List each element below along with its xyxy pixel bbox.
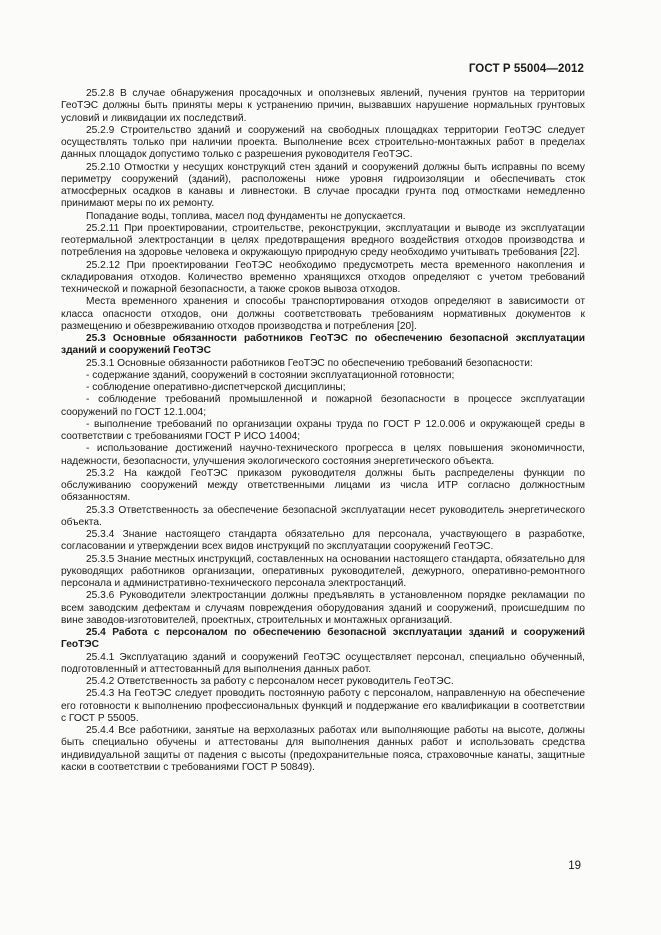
paragraph: - соблюдение требований промышленной и пожарной безопасности в процессе эксплуатации сооружений по ГОСТ 12.1.004; bbox=[61, 394, 585, 418]
standard-header: ГОСТ Р 55004—2012 bbox=[468, 63, 584, 75]
paragraph: - выполнение требований по организации охраны труда по ГОСТ Р 12.0.006 и окружающей среды в соответствии с требованиями ГОСТ Р ИСО 14004; bbox=[61, 418, 585, 442]
paragraph: 25.4.1 Эксплуатацию зданий и сооружений ГеоТЭС осуществляет персонал, специально обученный, подготовленный и аттестованный для выполнения данных работ. bbox=[61, 651, 585, 675]
paragraph: 25.3.4 Знание настоящего стандарта обязательно для персонала, участвующего в разработке, согласовании и утверждении всех видов инструкций по эксплуатации сооружений ГеоТЭС. bbox=[61, 529, 585, 553]
paragraph: 25.4.2 Ответственность за работу с персоналом несет руководитель ГеоТЭС. bbox=[86, 676, 454, 687]
paragraph: 25.4.4 Все работники, занятые на верхолазных работах или выполняющие работы на высоте, должны быть специально обучены и аттестованы для выполнения данных работ и использовать средства индивидуальной защиты от падения с высоты (предохранительные пояса, страховочные канаты, защитные каски в соответствии с требованиями ГОСТ Р 50849). bbox=[61, 725, 585, 773]
paragraph: 25.2.11 При проектировании, строительстве, реконструкции, эксплуатации и выводе из эксплуатации геотермальной электростанции в целях предотвращения вредного воздействия отходов производства и потребления на здоровье человека и окружающую природную среду необходимо учитывать требования [22]. bbox=[61, 222, 585, 259]
section-heading: 25.4 Работа с персоналом по обеспечению безопасной эксплуатации зданий и сооружений ГеоТЭС bbox=[61, 627, 585, 651]
paragraph: Попадание воды, топлива, масел под фундаменты не допускается. bbox=[86, 210, 406, 222]
paragraph: 25.3.2 На каждой ГеоТЭС приказом руководителя должны быть распределены функции по обслуживанию сооружений между ответственными лицами из числа ИТР согласно должностным обязанностям. bbox=[61, 467, 585, 504]
paragraph: 25.3.3 Ответственность за обеспечение безопасной эксплуатации несет руководитель энергетического объекта. bbox=[61, 504, 585, 528]
paragraph: 25.4.3 На ГеоТЭС следует проводить постоянную работу с персоналом, направленную на обеспечение его готовности к выполнению профессиональных функций и поддержание его квалификации в соответствии с ГОСТ Р 55005. bbox=[61, 688, 585, 724]
paragraph: 25.3.1 Основные обязанности работников ГеоТЭС по обеспечению требований безопасности: bbox=[86, 357, 533, 369]
paragraph: - содержание зданий, сооружений в состоянии эксплуатационной готовности; bbox=[86, 369, 455, 381]
paragraph: - соблюдение оперативно-диспетчерской дисциплины; bbox=[86, 382, 346, 393]
paragraph: 25.2.8 В случае обнаружения просадочных и оползневых явлений, пучения грунтов на территории ГеоТЭС должны быть приняты меры к устранению причин, вызвавших нарушение нормальных грунтовых условий и ликвидации их последствий. bbox=[61, 88, 585, 124]
paragraph: Места временного хранения и способы транспортирования отходов определяют в зависимости от класса опасности отходов, они должны соответствовать требованиям нормативных документов к размещению и обезвреживанию отходов производства и потребления [20]. bbox=[61, 296, 585, 332]
paragraph: 25.2.10 Отмостки у несущих конструкций стен зданий и сооружений должны быть исправны по всему периметру сооружений (зданий), расположены ниже уровня гидроизоляции и обеспечивать сток атмосферных осадков в канавы и ливнестоки. В случае просадки грунта под отмостками немедленно принимают меры по их ремонту. bbox=[61, 161, 585, 210]
paragraph: 25.2.12 При проектировании ГеоТЭС необходимо предусмотреть места временного накопления и складирования отходов. Количество временно хранящихся отходов определяют с учетом требований технической и пожарной безопасности, а также сроков вывоза отходов. bbox=[61, 259, 585, 295]
section-heading: 25.3 Основные обязанности работников ГеоТЭС по обеспечению безопасной эксплуатации зданий и сооружений ГеоТЭС bbox=[61, 333, 585, 357]
document-body bbox=[61, 88, 585, 774]
paragraph: 25.3.5 Знание местных инструкций, составленных на основании настоящего стандарта, обязательно для руководящих работников организации, оперативных руководителей, дежурного, оперативно-ремонтного персонала и административно-технического персонала электростанций. bbox=[61, 553, 585, 589]
page-number: 19 bbox=[568, 860, 581, 872]
paragraph: - использование достижений научно-технического прогресса в целях повышения экономичности, надежности, безопасности, улучшения экологического состояния энергетического объекта. bbox=[61, 443, 585, 467]
paragraph: 25.3.6 Руководители электростанции должны предъявлять в установленном порядке рекламации по всем заводским дефектам и случаям повреждения оборудования зданий и сооружений, происшедшим по вине заводов-изготовителей, проектных, строительных и монтажных организаций. bbox=[61, 590, 585, 626]
paragraph: 25.2.9 Строительство зданий и сооружений на свободных площадках территории ГеоТЭС следует осуществлять только при наличии проекта. Выполнение всех строительно-монтажных работ в пределах данных площадок допустимо только с разрешения руководителя ГеоТЭС. bbox=[61, 124, 585, 161]
